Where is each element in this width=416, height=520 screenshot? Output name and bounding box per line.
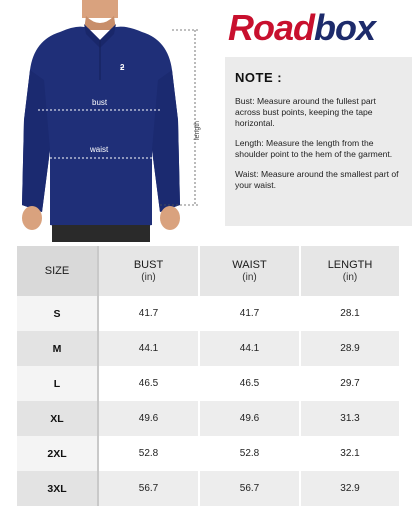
header-size: SIZE xyxy=(17,246,97,296)
model-figure xyxy=(0,0,215,242)
size-cell: L xyxy=(17,366,97,401)
waist-cell: 49.6 xyxy=(198,401,299,436)
table-row xyxy=(17,296,399,331)
table-row xyxy=(17,471,399,506)
note-box xyxy=(225,57,412,226)
bust-cell: 56.7 xyxy=(97,471,198,506)
table-row xyxy=(17,331,399,366)
brand-logo xyxy=(226,6,406,50)
note-bust: Bust: Measure around the fullest part across bust points, keeping the tape horizontal. xyxy=(235,96,376,128)
length-cell: 32.9 xyxy=(299,471,399,506)
table-header-row xyxy=(17,246,399,296)
size-cell: S xyxy=(17,296,97,331)
waist-cell: 41.7 xyxy=(198,296,299,331)
header-bust: BUST (in) xyxy=(97,246,198,296)
bust-cell: 52.8 xyxy=(97,436,198,471)
table-row xyxy=(17,401,399,436)
length-cell: 29.7 xyxy=(299,366,399,401)
bust-label: bust xyxy=(92,98,108,107)
size-cell: 2XL xyxy=(17,436,97,471)
length-cell: 28.9 xyxy=(299,331,399,366)
bust-cell: 46.5 xyxy=(97,366,198,401)
table-row xyxy=(17,366,399,401)
waist-label: waist xyxy=(90,145,109,154)
shirt-logo: ƻ xyxy=(120,63,125,72)
waist-cell: 52.8 xyxy=(198,436,299,471)
length-cell: 31.3 xyxy=(299,401,399,436)
note-waist: Waist: Measure around the smallest part of your waist. xyxy=(235,169,399,190)
note-length: Length: Measure the length from the shoulder point to the hem of the garment. xyxy=(235,138,393,159)
bust-cell: 49.6 xyxy=(97,401,198,436)
waist-cell: 46.5 xyxy=(198,366,299,401)
length-cell: 32.1 xyxy=(299,436,399,471)
bust-cell: 44.1 xyxy=(97,331,198,366)
logo-text: Roadbox xyxy=(228,7,376,48)
size-cell: XL xyxy=(17,401,97,436)
size-chart-table xyxy=(17,246,399,506)
product-photo xyxy=(0,0,215,242)
size-cell: 3XL xyxy=(17,471,97,506)
size-cell: M xyxy=(17,331,97,366)
length-label: length xyxy=(194,120,201,140)
header-waist: WAIST (in) xyxy=(198,246,299,296)
length-cell: 28.1 xyxy=(299,296,399,331)
bust-cell: 41.7 xyxy=(97,296,198,331)
waist-cell: 44.1 xyxy=(198,331,299,366)
note-title: NOTE : xyxy=(235,70,283,85)
header-length: LENGTH (in) xyxy=(299,246,399,296)
table-row xyxy=(17,436,399,471)
waist-cell: 56.7 xyxy=(198,471,299,506)
